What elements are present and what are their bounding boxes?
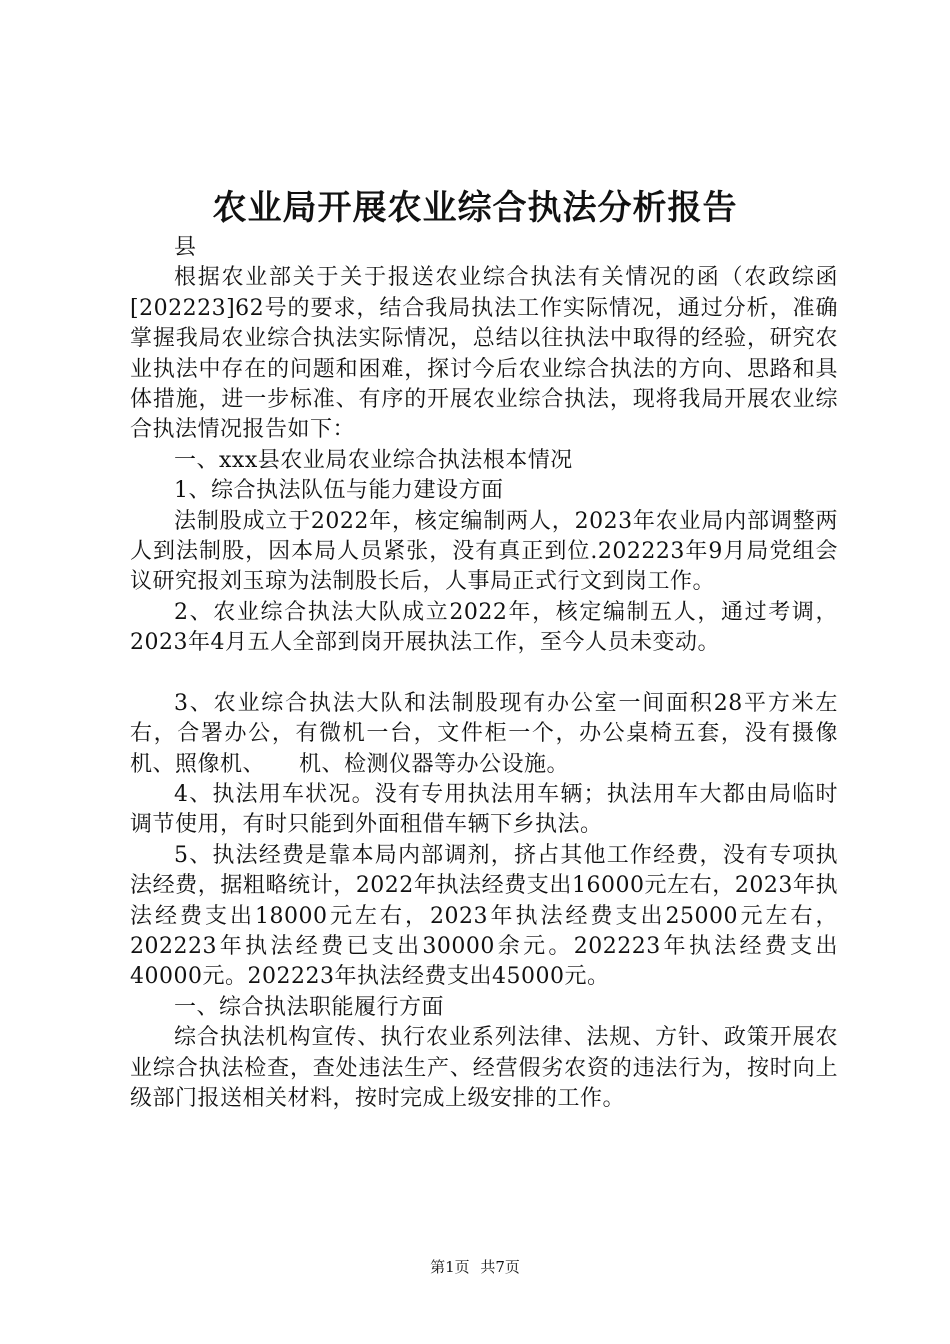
subheading-team-capacity: 1、综合执法队伍与能力建设方面 <box>174 478 504 504</box>
paragraph-county: 县 <box>174 235 197 260</box>
paragraph-funding: 5、执法经费是靠本局内部调剂，挤占其他工作经费，没有专项执法经费，据粗略统计，2022年执法经费支出16000元左右，2023年执法经费支出18000元左右，2023年执法经费支出25000元左右，202223年执法经费已支出30000余元。202223年执法经费支出40000元。202223年执法经费支出45000元。 <box>130 842 838 990</box>
paragraph-legal-unit: 法制股成立于2022年，核定编制两人，2023年农业局内部调整两人到法制股，因本局人员紧张，没有真正到位.202223年9月局党组会议研究报刘玉琼为法制股长后，人事局正式行文到岗工作。 <box>130 508 838 595</box>
paragraph-office: 3、农业综合执法大队和法制股现有办公室一间面积28平方米左右，合署办公，有微机一台，文件柜一个，办公桌椅五套，没有摄像机、照像机、 机、检测仪器等办公设施。 <box>130 690 838 777</box>
page-number: 第1页 <box>430 1258 470 1276</box>
document-body <box>130 233 838 1114</box>
paragraph-intro: 根据农业部关于关于报送农业综合执法有关情况的函（农政综函[202223]62号的要求，结合我局执法工作实际情况，通过分析，准确掌握我局农业综合执法实际情况，总结以往执法中取得的经验，研究农业执法中存在的问题和困难，探讨今后农业综合执法的方向、思路和具体措施，进一步标准、有序的开展农业综合执法，现将我局开展农业综合执法情况报告如下： <box>130 265 838 443</box>
section-heading-duties: 一、综合执法职能履行方面 <box>174 994 445 1020</box>
paragraph-duties: 综合执法机构宣传、执行农业系列法律、法规、方针、政策开展农业综合执法检查，查处违法生产、经营假劣农资的违法行为，按时向上级部门报送相关材料，按时完成上级安排的工作。 <box>130 1025 838 1111</box>
document-title: 农业局开展农业综合执法分析报告 <box>212 188 738 228</box>
page-total: 共7页 <box>480 1258 520 1276</box>
section-heading-basic-situation: 一、xxx县农业局农业综合执法根本情况 <box>174 447 573 473</box>
paragraph-brigade: 2、农业综合执法大队成立2022年，核定编制五人，通过考调，2023年4月五人全部到岗开展执法工作，至今人员未变动。 <box>130 599 838 656</box>
paragraph-vehicles: 4、执法用车状况。没有专用执法用车辆；执法用车大都由局临时调节使用，有时只能到外面租借车辆下乡执法。 <box>130 781 838 838</box>
page-footer <box>0 1257 950 1277</box>
blank-line <box>130 659 838 689</box>
